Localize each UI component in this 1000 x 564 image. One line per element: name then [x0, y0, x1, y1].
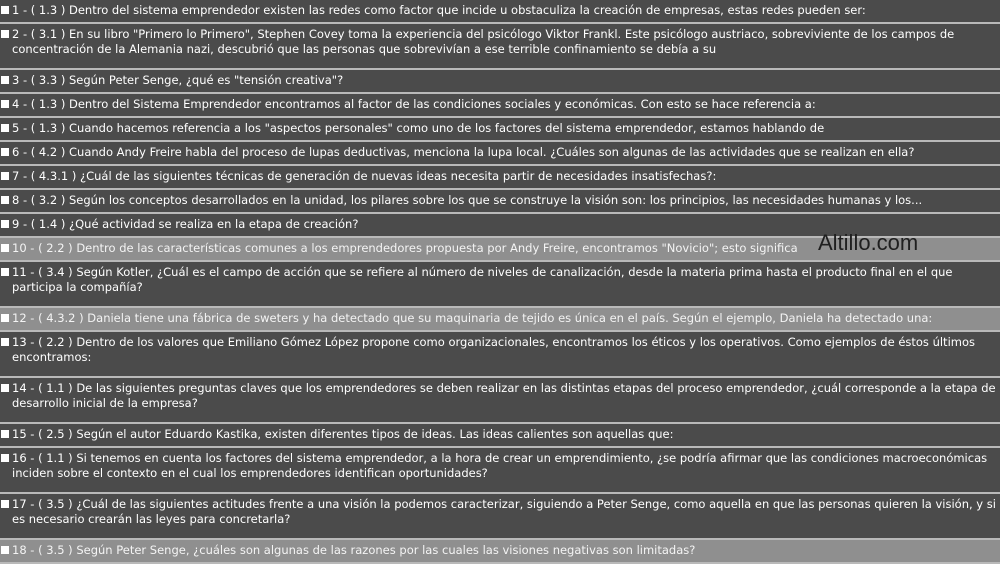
bullet-square-icon	[1, 430, 9, 438]
question-item[interactable]	[0, 424, 1000, 448]
question-text: 18 - ( 3.5 ) Según Peter Senge, ¿cuáles son algunas de las razones por las cuales las visiones negativas son limitadas?	[12, 543, 696, 557]
question-item[interactable]	[0, 378, 1000, 424]
question-item[interactable]	[0, 0, 1000, 24]
question-text: 1 - ( 1.3 ) Dentro del sistema emprendedor existen las redes como factor que incide u obstaculiza la creación de empresas, estas redes pueden ser:	[12, 3, 866, 17]
bullet-square-icon	[1, 338, 9, 346]
bullet-square-icon	[1, 314, 9, 322]
bullet-square-icon	[1, 500, 9, 508]
question-text: 5 - ( 1.3 ) Cuando hacemos referencia a los "aspectos personales" como uno de los factores del sistema emprendedor, estamos hablando de	[12, 121, 825, 135]
question-item[interactable]	[0, 332, 1000, 378]
bullet-square-icon	[1, 384, 9, 392]
bullet-square-icon	[1, 100, 9, 108]
question-text: 11 - ( 3.4 ) Según Kotler, ¿Cuál es el campo de acción que se refiere al número de niveles de canalización, desde la materia prima hasta el producto final en el que participa la compañía?	[12, 265, 953, 294]
question-text: 13 - ( 2.2 ) Dentro de los valores que Emiliano Gómez López propone como organizacionales, encontramos los éticos y los operativos. Como ejemplos de éstos últimos encontramos:	[12, 335, 975, 364]
question-text: 8 - ( 3.2 ) Según los conceptos desarrollados en la unidad, los pilares sobre los que se construye la visión son: los principios, las necesidades humanas y los...	[12, 193, 923, 207]
bullet-square-icon	[1, 220, 9, 228]
question-text: 9 - ( 1.4 ) ¿Qué actividad se realiza en la etapa de creación?	[12, 217, 359, 231]
bullet-square-icon	[1, 30, 9, 38]
question-item[interactable]	[0, 448, 1000, 494]
question-item[interactable]	[0, 308, 1000, 332]
bullet-square-icon	[1, 124, 9, 132]
question-text: 15 - ( 2.5 ) Según el autor Eduardo Kastika, existen diferentes tipos de ideas. Las ideas calientes son aquellas que:	[12, 427, 674, 441]
question-text: 17 - ( 3.5 ) ¿Cuál de las siguientes actitudes frente a una visión la podemos caracterizar, siguiendo a Peter Senge, como aquella en que las personas quieren la visión, y si es necesario crearán las leyes para concretarla?	[12, 497, 996, 526]
question-item[interactable]	[0, 262, 1000, 308]
bullet-square-icon	[1, 196, 9, 204]
question-text: 7 - ( 4.3.1 ) ¿Cuál de las siguientes técnicas de generación de nuevas ideas necesita partir de necesidades insatisfechas?:	[12, 169, 717, 183]
question-item[interactable]	[0, 494, 1000, 540]
question-text: 6 - ( 4.2 ) Cuando Andy Freire habla del proceso de lupas deductivas, menciona la lupa local. ¿Cuáles son algunas de las actividades que se realizan en ella?	[12, 145, 915, 159]
question-item[interactable]	[0, 166, 1000, 190]
question-text: 2 - ( 3.1 ) En su libro "Primero lo Primero", Stephen Covey toma la experiencia del psicólogo Viktor Frankl. Este psicólogo austriaco, sobreviviente de los campos de concentración de la Alemania nazi, descubrió que las personas que sobrevivían a ese terrible confinamiento se debía a su	[12, 27, 955, 56]
bullet-square-icon	[1, 244, 9, 252]
question-item[interactable]	[0, 190, 1000, 214]
question-text: 16 - ( 1.1 ) Si tenemos en cuenta los factores del sistema emprendedor, a la hora de crear un emprendimiento, ¿se podría afirmar que las condiciones macroeconómicas inciden sobre el contexto en el cual los emprendedores identifican oportunidades?	[12, 451, 988, 480]
bullet-square-icon	[1, 148, 9, 156]
bullet-square-icon	[1, 6, 9, 14]
bullet-square-icon	[1, 454, 9, 462]
question-text: 3 - ( 3.3 ) Según Peter Senge, ¿qué es "tensión creativa"?	[12, 73, 344, 87]
question-item[interactable]	[0, 24, 1000, 70]
question-item[interactable]	[0, 70, 1000, 94]
bullet-square-icon	[1, 76, 9, 84]
question-text: 14 - ( 1.1 ) De las siguientes preguntas claves que los emprendedores se deben realizar en las distintas etapas del proceso emprendedor, ¿cuál corresponde a la etapa de desarrollo inicial de la empresa?	[12, 381, 996, 410]
watermark-text: Altillo.com	[818, 230, 919, 255]
question-item[interactable]	[0, 540, 1000, 564]
question-item[interactable]	[0, 118, 1000, 142]
question-item[interactable]	[0, 142, 1000, 166]
question-text: 4 - ( 1.3 ) Dentro del Sistema Emprendedor encontramos al factor de las condiciones sociales y económicas. Con esto se hace referencia a:	[12, 97, 816, 111]
question-text: 10 - ( 2.2 ) Dentro de las características comunes a los emprendedores propuesta por Andy Freire, encontramos "Novicio"; esto significa	[12, 241, 798, 255]
bullet-square-icon	[1, 172, 9, 180]
question-item[interactable]	[0, 94, 1000, 118]
bullet-square-icon	[1, 268, 9, 276]
question-text: 12 - ( 4.3.2 ) Daniela tiene una fábrica de sweters y ha detectado que su maquinaria de tejido es única en el país. Según el ejemplo, Daniela ha detectado una:	[12, 311, 933, 325]
